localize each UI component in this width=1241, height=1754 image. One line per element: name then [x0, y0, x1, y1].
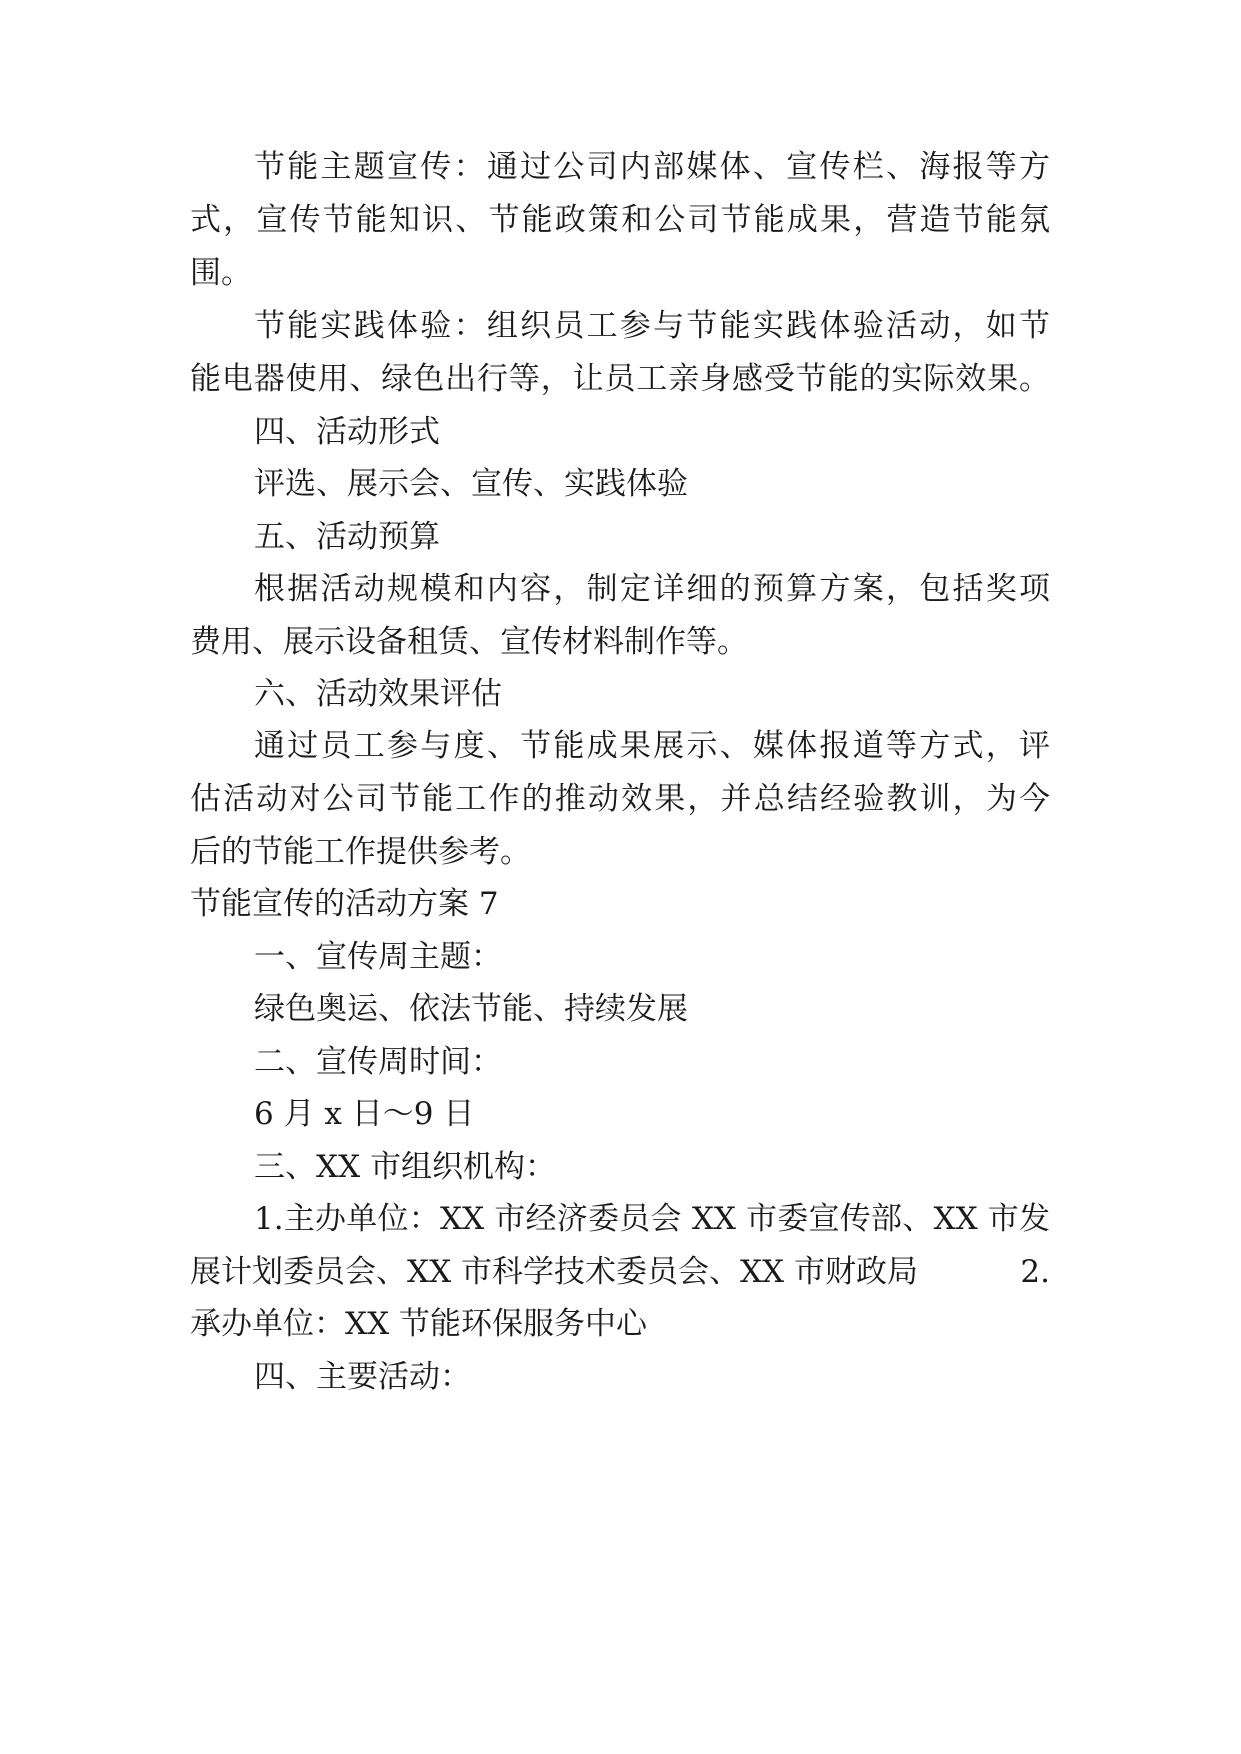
paragraph-line: 后的节能工作提供参考。: [190, 834, 531, 870]
paragraph-line: 费用、展示设备租赁、宣传材料制作等。: [190, 624, 748, 660]
paragraph-line: 6 月 x 日～9 日: [254, 1096, 475, 1132]
paragraph-line: 通过员工参与度、节能成果展示、媒体报道等方式，评: [254, 728, 1050, 764]
paragraph-line: 式，宣传节能知识、节能政策和公司节能成果，营造节能氛: [190, 202, 1050, 238]
paragraph-line: 节能主题宣传：通过公司内部媒体、宣传栏、海报等方: [254, 149, 1050, 185]
section-heading: 二、宣传周时间：: [254, 1044, 502, 1080]
paragraph-line: 节能实践体验：组织员工参与节能实践体验活动，如节: [254, 308, 1050, 344]
section-heading: 四、活动形式: [254, 414, 440, 450]
section-heading: 六、活动效果评估: [254, 676, 502, 712]
paragraph-line: 承办单位：XX 节能环保服务中心: [190, 1306, 647, 1342]
section-heading: 五、活动预算: [254, 519, 440, 555]
section-heading: 三、XX 市组织机构：: [254, 1149, 556, 1185]
paragraph-line: 估活动对公司节能工作的推动效果，并总结经验教训，为今: [190, 781, 1050, 817]
paragraph-line: 能电器使用、绿色出行等，让员工亲身感受节能的实际效果。: [190, 361, 1050, 397]
document-section-title: 节能宣传的活动方案 7: [190, 886, 499, 922]
section-heading: 一、宣传周主题：: [254, 939, 502, 975]
paragraph-line: 1.主办单位：XX 市经济委员会 XX 市委宣传部、XX 市发: [254, 1201, 1050, 1237]
paragraph-line: 根据活动规模和内容，制定详细的预算方案，包括奖项: [254, 571, 1050, 607]
paragraph-text: 展计划委员会、XX 市科学技术委员会、XX 市财政局: [190, 1254, 918, 1290]
section-heading: 四、主要活动：: [254, 1359, 471, 1395]
paragraph-line: 绿色奥运、依法节能、持续发展: [254, 991, 688, 1027]
paragraph-line: [190, 1252, 1050, 1292]
list-number: 2.: [1020, 1254, 1050, 1290]
paragraph-line: 评选、展示会、宣传、实践体验: [254, 466, 688, 502]
paragraph-line: 围。: [190, 255, 252, 291]
